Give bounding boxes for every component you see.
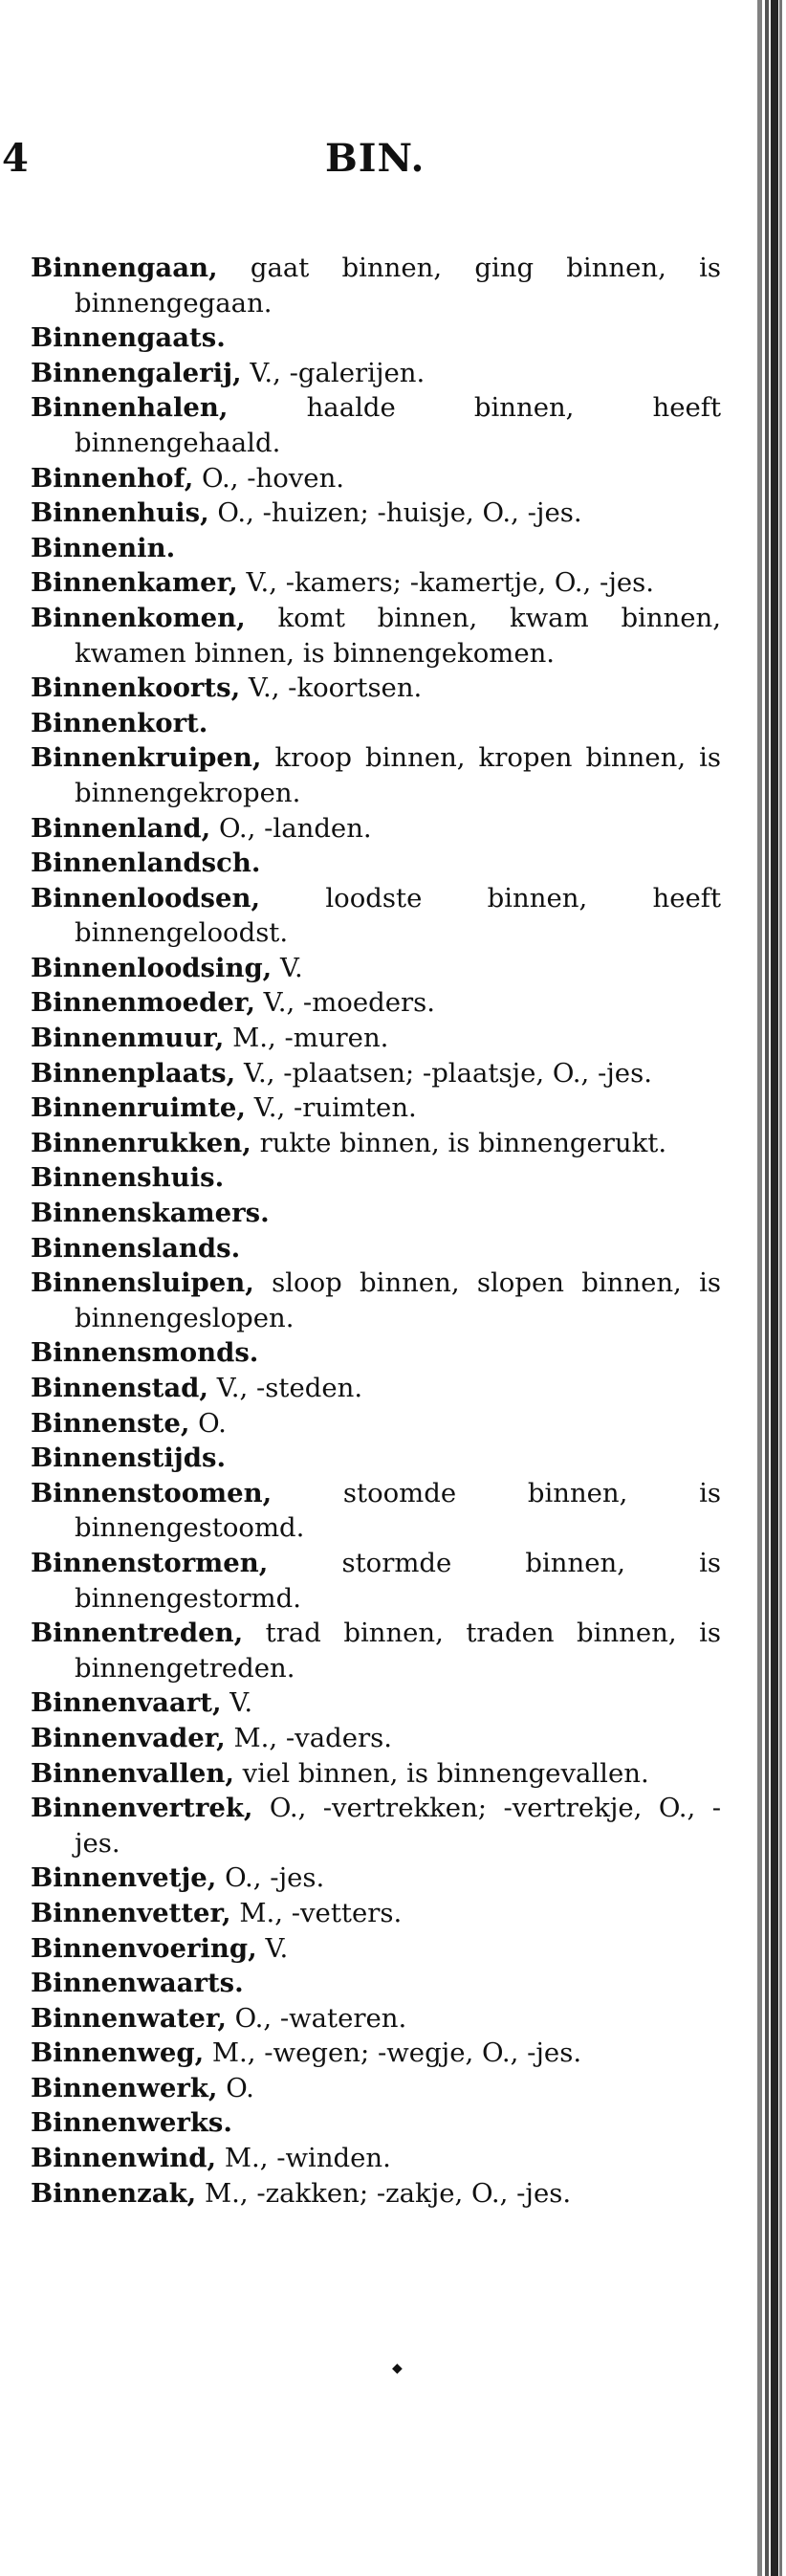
entry bbox=[31, 495, 721, 531]
entry-headword: Binnensluipen, bbox=[31, 1267, 254, 1299]
entry-definition: haalde binnen, heeft binnengehaald. bbox=[75, 392, 721, 458]
entry bbox=[31, 846, 721, 881]
entry-headword: Binnenlandsch. bbox=[31, 848, 261, 879]
entry bbox=[31, 951, 721, 986]
entry bbox=[31, 320, 721, 356]
entry-headword: Binnenmoeder, bbox=[31, 987, 255, 1019]
entry-definition: O. bbox=[217, 2072, 254, 2103]
entry bbox=[31, 356, 721, 391]
entry-headword: Binnengalerij, bbox=[31, 357, 242, 388]
entry-headword: Binnengaan, bbox=[31, 253, 218, 283]
entry-headword: Binnenin. bbox=[31, 532, 176, 563]
entry bbox=[31, 531, 721, 566]
entry-headword: Binnenstormen, bbox=[31, 1547, 269, 1578]
entry-headword: Binnenvallen, bbox=[31, 1757, 234, 1789]
entry-definition: loodste binnen, heeft binnengeloodst. bbox=[75, 882, 721, 949]
entry-headword: Binnenweg, bbox=[31, 2037, 205, 2069]
entry bbox=[31, 2036, 721, 2071]
entry-definition: V., -steden. bbox=[207, 1373, 363, 1403]
entry-headword: Binnenhalen, bbox=[31, 392, 229, 424]
entry-headword: Binnenvetje, bbox=[31, 1862, 217, 1894]
entry bbox=[31, 671, 721, 706]
entry-definition: O., -landen. bbox=[210, 812, 372, 844]
entry-headword: Binnenhof, bbox=[31, 462, 194, 494]
entry bbox=[31, 1406, 721, 1442]
entry bbox=[31, 811, 721, 847]
entry bbox=[31, 1896, 721, 1931]
entry bbox=[31, 1860, 721, 1896]
entry bbox=[31, 985, 721, 1021]
entry-definition: komt binnen, kwam binnen, kwamen binnen, is binnengekomen. bbox=[75, 602, 721, 669]
entry-headword: Binnenzak, bbox=[31, 2177, 197, 2209]
entry-definition: rukte binnen, is binnengerukt. bbox=[251, 1127, 667, 1158]
entry-headword: Binnenstad, bbox=[31, 1373, 208, 1403]
entry-definition: M., -vaders. bbox=[225, 1722, 392, 1753]
entry bbox=[31, 1721, 721, 1756]
printer-mark-icon: ◆ bbox=[392, 2361, 403, 2376]
entry-headword: Binnenkamer, bbox=[31, 567, 238, 599]
entry-definition: O., -hoven. bbox=[193, 462, 345, 494]
entry bbox=[31, 1966, 721, 2001]
entry-definition: V., -ruimten. bbox=[245, 1092, 417, 1124]
entry-headword: Binnenskamers. bbox=[31, 1198, 270, 1229]
page-number: 4 bbox=[2, 136, 29, 181]
entry-definition: stormde binnen, is binnengestormd. bbox=[75, 1547, 721, 1614]
entry bbox=[31, 1266, 721, 1335]
entry-headword: Binnenruimte, bbox=[31, 1092, 246, 1124]
entry bbox=[31, 881, 721, 951]
entry-headword: Binnenwerk, bbox=[31, 2072, 218, 2103]
entry bbox=[31, 1931, 721, 1967]
entry-definition: O. bbox=[189, 1407, 227, 1439]
entry bbox=[31, 1090, 721, 1126]
entry-headword: Binnenshuis. bbox=[31, 1162, 225, 1194]
entry-headword: Binnenkort. bbox=[31, 707, 208, 738]
entry-definition: V., -kamers; -kamertje, O., -jes. bbox=[237, 567, 654, 599]
entry bbox=[31, 1476, 721, 1546]
entry-headword: Binnensmonds. bbox=[31, 1337, 259, 1369]
entry-definition: M., -muren. bbox=[224, 1023, 389, 1054]
entry-headword: Binnenslands. bbox=[31, 1232, 241, 1264]
running-head: BIN. bbox=[325, 136, 426, 181]
entry-headword: Binnenwater, bbox=[31, 2002, 227, 2034]
entry bbox=[31, 1021, 721, 1056]
entry bbox=[31, 461, 721, 496]
entry bbox=[31, 390, 721, 460]
entry-headword: Binnenloodsen, bbox=[31, 882, 261, 914]
entry-definition: sloop binnen, slopen binnen, is binnengeslopen. bbox=[75, 1267, 721, 1333]
entry-definition: V., -plaatsen; -plaatsje, O., -jes. bbox=[235, 1057, 652, 1089]
entry bbox=[31, 1685, 721, 1721]
entry-definition: O., -huizen; -huisje, O., -jes. bbox=[208, 497, 582, 529]
entry-definition: V., -moeders. bbox=[254, 987, 436, 1019]
entry bbox=[31, 2141, 721, 2176]
entry bbox=[31, 1231, 721, 1266]
entry-headword: Binnenwind, bbox=[31, 2143, 217, 2174]
entry bbox=[31, 2071, 721, 2106]
entry bbox=[31, 1160, 721, 1196]
entry-headword: Binnenstijds. bbox=[31, 1442, 227, 1474]
entry bbox=[31, 1546, 721, 1616]
entry bbox=[31, 2105, 721, 2141]
entry bbox=[31, 706, 721, 741]
entry bbox=[31, 1616, 721, 1685]
entry-headword: Binnenvertrek, bbox=[31, 1793, 253, 1824]
entry-definition: V., -koortsen. bbox=[240, 672, 423, 704]
entry-headword: Binnenloodsing, bbox=[31, 952, 273, 983]
entry-definition: kroop binnen, kropen binnen, is binnengekropen. bbox=[75, 742, 721, 808]
entry-definition: O., -wateren. bbox=[226, 2002, 407, 2034]
page-binding-edge bbox=[740, 0, 786, 2576]
entry-headword: Binnenvaart, bbox=[31, 1687, 222, 1719]
entry-headword: Binnenhuis, bbox=[31, 497, 209, 529]
entry-headword: Binnenrukken, bbox=[31, 1127, 251, 1158]
entry-definition: viel binnen, is binnengevallen. bbox=[233, 1757, 649, 1789]
entry bbox=[31, 251, 721, 320]
entry-definition: trad binnen, traden binnen, is binnengetreden. bbox=[75, 1618, 721, 1684]
entry-definition: O., -vertrekken; -vertrekje, O., -jes. bbox=[75, 1793, 721, 1859]
entry-headword: Binnenwerks. bbox=[31, 2107, 232, 2139]
entry bbox=[31, 565, 721, 601]
entry bbox=[31, 1371, 721, 1406]
entry-headword: Binnenmuur, bbox=[31, 1023, 225, 1054]
entry bbox=[31, 1196, 721, 1231]
entry-list bbox=[31, 251, 721, 2211]
entry bbox=[31, 1441, 721, 1476]
entry-headword: Binnenvoering, bbox=[31, 1932, 257, 1964]
entry bbox=[31, 2176, 721, 2212]
entry-headword: Binnenstoomen, bbox=[31, 1477, 273, 1508]
entry bbox=[31, 2001, 721, 2037]
entry bbox=[31, 1791, 721, 1860]
entry-headword: Binnengaats. bbox=[31, 322, 226, 354]
entry-definition: V. bbox=[221, 1687, 253, 1719]
entry-headword: Binnenwaarts. bbox=[31, 1968, 244, 1999]
entry-definition: M., -wegen; -wegje, O., -jes. bbox=[204, 2037, 582, 2069]
entry-definition: M., -winden. bbox=[216, 2143, 391, 2174]
entry-headword: Binnenplaats, bbox=[31, 1057, 236, 1089]
entry-headword: Binnenkruipen, bbox=[31, 742, 262, 774]
entry-headword: Binnenkoorts, bbox=[31, 672, 241, 704]
entry bbox=[31, 1756, 721, 1792]
entry-definition: V. bbox=[256, 1932, 289, 1964]
entry bbox=[31, 1335, 721, 1371]
entry-headword: Binnenste, bbox=[31, 1407, 190, 1439]
entry-definition: gaat binnen, ging binnen, is binnengegaan. bbox=[75, 253, 721, 319]
entry-headword: Binnentreden, bbox=[31, 1618, 244, 1649]
entry-headword: Binnenkomen, bbox=[31, 602, 246, 633]
entry bbox=[31, 1056, 721, 1091]
entry-definition: O., -jes. bbox=[216, 1862, 325, 1894]
entry bbox=[31, 601, 721, 671]
entry-definition: stoomde binnen, is binnengestoomd. bbox=[75, 1477, 721, 1544]
entry-headword: Binnenvetter, bbox=[31, 1897, 231, 1928]
entry bbox=[31, 740, 721, 810]
entry-definition: V., -galerijen. bbox=[241, 357, 426, 388]
entry-definition: M., -zakken; -zakje, O., -jes. bbox=[196, 2177, 572, 2209]
entry-definition: V. bbox=[272, 952, 303, 983]
entry-headword: Binnenland, bbox=[31, 812, 211, 844]
entry bbox=[31, 1126, 721, 1161]
entry-headword: Binnenvader, bbox=[31, 1722, 226, 1753]
entry-definition: M., -vetters. bbox=[230, 1897, 403, 1928]
